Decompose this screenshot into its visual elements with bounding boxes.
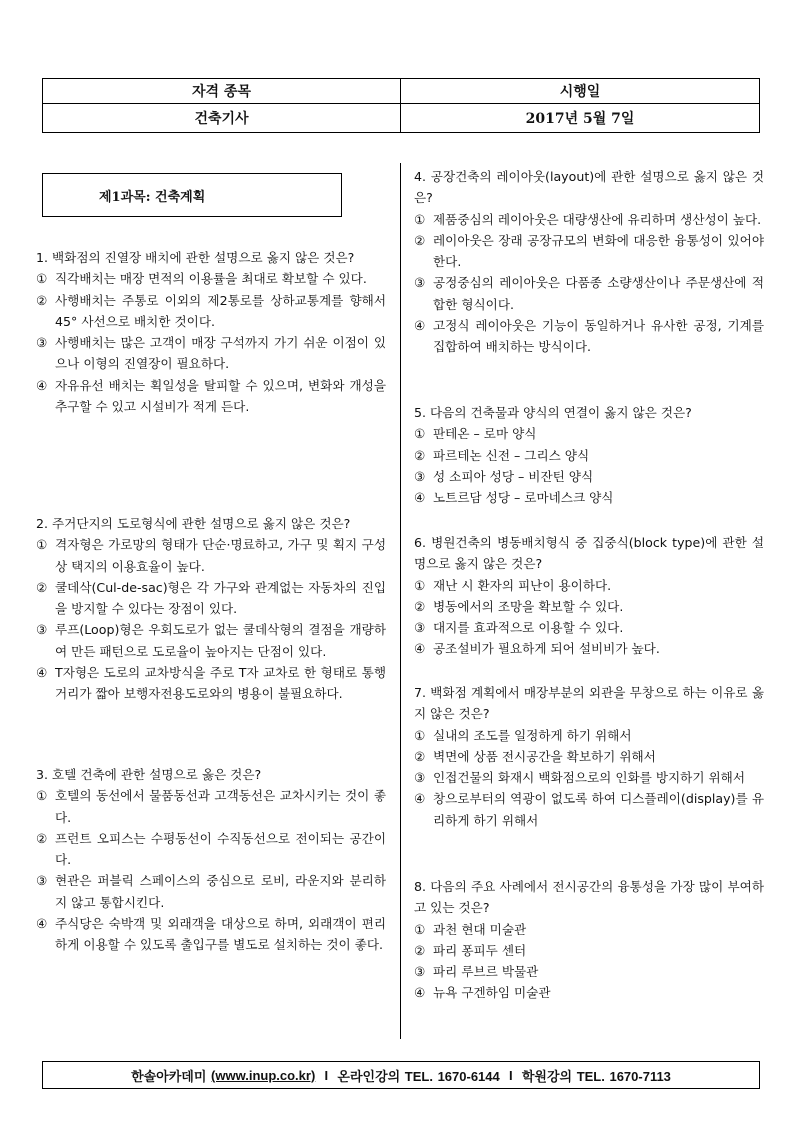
option-text: 호텔의 동선에서 물품동선과 고객동선은 교차시키는 것이 좋다. bbox=[55, 788, 386, 825]
answer-option bbox=[414, 466, 764, 487]
question-5 bbox=[414, 402, 764, 508]
option-marker: ① bbox=[414, 426, 426, 442]
exam-date-value: 2017년 5월 7일 bbox=[401, 104, 760, 133]
answer-option bbox=[414, 725, 764, 746]
option-text: T자형은 도로의 교차방식을 주로 T자 교차로 한 형태로 통행거리가 짧아 보행자전용도로와의 병용이 불필요하다. bbox=[55, 665, 386, 702]
option-text: 공정중심의 레이아웃은 다품종 소량생산이나 주문생산에 적합한 형식이다. bbox=[433, 275, 764, 312]
answer-option bbox=[414, 445, 764, 466]
subject-title: 제1과목: 건축계획 bbox=[42, 173, 342, 217]
option-marker: ④ bbox=[36, 916, 48, 932]
option-text: 쿨데삭(Cul-de-sac)형은 각 가구와 관계없는 자동차의 진입을 방지할 수 있다는 장점이 있다. bbox=[55, 579, 386, 617]
answer-option bbox=[36, 332, 386, 375]
answer-option bbox=[414, 230, 764, 273]
answer-option bbox=[414, 746, 764, 767]
question-stem: 1. 백화점의 진열장 배치에 관한 설명으로 옳지 않은 것은? bbox=[36, 250, 355, 265]
answer-option bbox=[414, 596, 764, 617]
option-text: 파리 퐁피두 센터 bbox=[433, 942, 527, 958]
option-marker: ② bbox=[36, 830, 48, 846]
option-marker: ② bbox=[414, 942, 426, 958]
option-marker: ② bbox=[414, 447, 426, 463]
option-text: 과천 현대 미술관 bbox=[433, 921, 527, 937]
option-marker: ① bbox=[36, 537, 48, 553]
question-stem: 7. 백화점 계획에서 매장부분의 외관을 무창으로 하는 이유로 옳지 않은 것은? bbox=[414, 685, 764, 722]
answer-option bbox=[414, 788, 764, 831]
option-marker: ② bbox=[36, 292, 48, 308]
exam-date-label: 시행일 bbox=[401, 79, 760, 104]
answer-option bbox=[36, 913, 386, 956]
exam-type-value: 건축기사 bbox=[43, 104, 401, 133]
footer-offline: 학원강의 TEL. 1670-7113 bbox=[521, 1068, 671, 1084]
option-marker: ② bbox=[414, 598, 426, 614]
option-marker: ④ bbox=[414, 490, 426, 506]
option-marker: ③ bbox=[414, 964, 426, 980]
option-text: 사행배치는 많은 고객이 매장 구석까지 가기 쉬운 이점이 있으나 이형의 진열장이 필요하다. bbox=[55, 335, 386, 372]
option-text: 성 소피아 성당 – 비잔틴 양식 bbox=[433, 468, 594, 484]
option-marker: ④ bbox=[414, 791, 426, 807]
answer-option bbox=[414, 272, 764, 315]
question-stem: 5. 다음의 건축물과 양식의 연결이 옳지 않은 것은? bbox=[414, 405, 692, 420]
question-6 bbox=[414, 532, 764, 660]
option-marker: ① bbox=[36, 788, 48, 804]
option-text: 공조설비가 필요하게 되어 설비비가 높다. bbox=[433, 641, 660, 657]
option-text: 루프(Loop)형은 우회도로가 없는 쿨데삭형의 결점을 개량하여 만든 패턴으로 도로율이 높아지는 단점이 있다. bbox=[55, 622, 386, 659]
option-marker: ② bbox=[414, 748, 426, 764]
option-text: 실내의 조도를 일정하게 하기 위해서 bbox=[433, 727, 632, 743]
option-marker: ③ bbox=[36, 335, 48, 351]
option-text: 레이아웃은 장래 공장규모의 변화에 대응한 융통성이 있어야 한다. bbox=[433, 232, 764, 270]
answer-option bbox=[36, 534, 386, 577]
question-2 bbox=[36, 513, 386, 705]
footer-bar bbox=[42, 1061, 760, 1089]
question-1 bbox=[36, 247, 386, 417]
option-marker: ① bbox=[414, 577, 426, 593]
answer-option bbox=[36, 290, 386, 333]
option-text: 뉴욕 구겐하임 미술관 bbox=[433, 985, 551, 1001]
answer-option bbox=[36, 785, 386, 828]
option-marker: ③ bbox=[414, 468, 426, 484]
option-text: 병동에서의 조망을 확보할 수 있다. bbox=[433, 598, 624, 614]
option-marker: ① bbox=[414, 921, 426, 937]
option-marker: ④ bbox=[414, 985, 426, 1001]
answer-option bbox=[414, 617, 764, 638]
option-marker: ② bbox=[414, 232, 426, 248]
option-text: 주식당은 숙박객 및 외래객을 대상으로 하며, 외래객이 편리하게 이용할 수 있도록 출입구를 별도로 설치하는 것이 좋다. bbox=[55, 916, 386, 953]
answer-option bbox=[36, 577, 386, 620]
answer-option bbox=[414, 487, 764, 508]
footer-separator-2: I bbox=[508, 1067, 513, 1083]
answer-option bbox=[414, 209, 764, 230]
question-stem: 4. 공장건축의 레이아웃(layout)에 관한 설명으로 옳지 않은 것은? bbox=[414, 169, 764, 206]
footer-online: 온라인강의 TEL. 1670-6144 bbox=[337, 1068, 500, 1084]
option-text: 격자형은 가로망의 형태가 단순·명료하고, 가구 및 획지 구성상 택지의 이용효율이 높다. bbox=[55, 537, 386, 574]
option-marker: ④ bbox=[414, 641, 426, 657]
option-text: 고정식 레이아웃은 기능이 동일하거나 유사한 공정, 기계를 집합하여 배치하는 방식이다. bbox=[433, 318, 764, 355]
question-7 bbox=[414, 682, 764, 831]
option-text: 벽면에 상품 전시공간을 확보하기 위해서 bbox=[433, 748, 656, 764]
answer-option bbox=[414, 982, 764, 1003]
option-marker: ① bbox=[414, 727, 426, 743]
option-marker: ① bbox=[414, 211, 426, 227]
question-stem: 3. 호텔 건축에 관한 설명으로 옳은 것은? bbox=[36, 767, 262, 782]
option-text: 파리 루브르 박물관 bbox=[433, 964, 539, 980]
exam-info-table bbox=[42, 78, 760, 133]
option-marker: ④ bbox=[414, 318, 426, 334]
option-marker: ③ bbox=[36, 622, 48, 638]
answer-option bbox=[36, 870, 386, 913]
option-text: 자유유선 배치는 획일성을 탈피할 수 있으며, 변화와 개성을 추구할 수 있고 시설비가 적게 든다. bbox=[55, 377, 386, 415]
question-stem: 2. 주거단지의 도로형식에 관한 설명으로 옳지 않은 것은? bbox=[36, 516, 351, 531]
answer-option bbox=[414, 575, 764, 596]
option-text: 판테온 – 로마 양식 bbox=[433, 426, 537, 442]
option-text: 현관은 퍼블릭 스페이스의 중심으로 로비, 라운지와 분리하지 않고 통합시킨다. bbox=[55, 873, 386, 910]
footer-academy: 한솔아카데미 bbox=[131, 1068, 207, 1084]
answer-option bbox=[36, 619, 386, 662]
option-text: 창으로부터의 역광이 없도록 하여 디스플레이(display)를 유리하게 하기 위해서 bbox=[433, 791, 764, 828]
option-marker: ③ bbox=[36, 873, 48, 889]
option-text: 직각배치는 매장 면적의 이용률을 최대로 확보할 수 있다. bbox=[55, 271, 367, 287]
option-text: 인접건물의 화재시 백화점으로의 인화를 방지하기 위해서 bbox=[433, 770, 745, 786]
option-text: 재난 시 환자의 피난이 용이하다. bbox=[433, 577, 612, 593]
question-8 bbox=[414, 876, 764, 1004]
option-marker: ④ bbox=[36, 377, 48, 393]
question-stem: 8. 다음의 주요 사례에서 전시공간의 융통성을 가장 많이 부여하고 있는 것은? bbox=[414, 879, 764, 916]
footer-url[interactable]: (www.inup.co.kr) bbox=[211, 1067, 316, 1083]
question-4 bbox=[414, 166, 764, 358]
answer-option bbox=[414, 767, 764, 788]
footer-separator: I bbox=[324, 1067, 329, 1083]
option-text: 제품중심의 레이아웃은 대량생산에 유리하며 생산성이 높다. bbox=[433, 211, 762, 227]
answer-option bbox=[414, 940, 764, 961]
option-marker: ② bbox=[36, 579, 48, 595]
answer-option bbox=[36, 268, 386, 289]
question-3 bbox=[36, 764, 386, 956]
answer-option bbox=[414, 638, 764, 659]
option-marker: ③ bbox=[414, 275, 426, 291]
option-marker: ③ bbox=[414, 770, 426, 786]
answer-option bbox=[414, 315, 764, 358]
option-text: 파르테논 신전 – 그리스 양식 bbox=[433, 447, 590, 463]
answer-option bbox=[36, 828, 386, 871]
option-text: 사행배치는 주통로 이외의 제2통로를 상하교통계를 향해서 45° 사선으로 배치한 것이다. bbox=[55, 292, 386, 329]
column-divider bbox=[400, 163, 401, 1039]
answer-option bbox=[414, 961, 764, 982]
option-text: 프런트 오피스는 수평동선이 수직동선으로 전이되는 공간이다. bbox=[55, 830, 386, 868]
option-text: 노트르담 성당 – 로마네스크 양식 bbox=[433, 490, 614, 506]
answer-option bbox=[414, 423, 764, 444]
answer-option bbox=[36, 662, 386, 705]
answer-option bbox=[36, 375, 386, 418]
answer-option bbox=[414, 919, 764, 940]
option-marker: ④ bbox=[36, 665, 48, 681]
question-stem: 6. 병원건축의 병동배치형식 중 집중식(block type)에 관한 설명으로 옳지 않은 것은? bbox=[414, 535, 764, 572]
option-marker: ③ bbox=[414, 620, 426, 636]
option-text: 대지를 효과적으로 이용할 수 있다. bbox=[433, 620, 624, 636]
option-marker: ① bbox=[36, 271, 48, 287]
exam-type-label: 자격 종목 bbox=[43, 79, 401, 104]
